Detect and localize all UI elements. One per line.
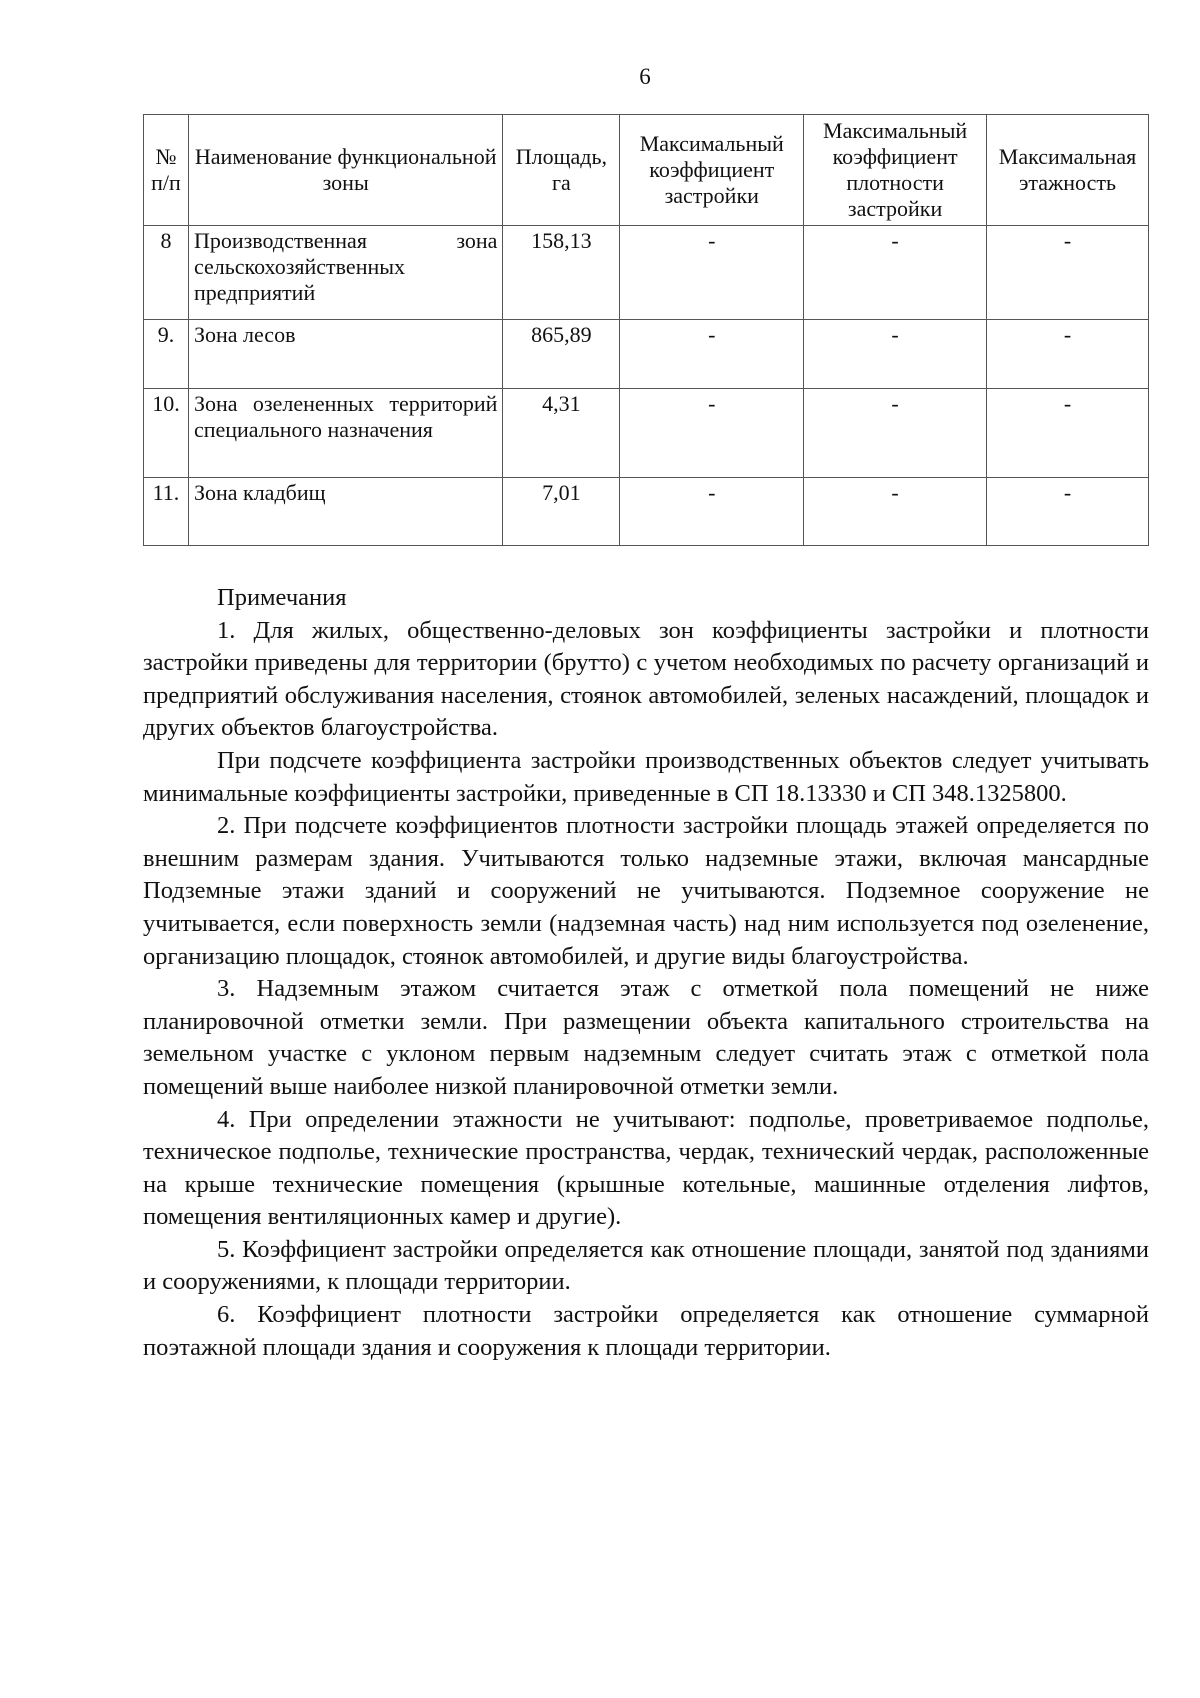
- header-max-build-coef: Максимальный коэффициент застройки: [620, 115, 804, 226]
- note-paragraph: 2. При подсчете коэффициентов плотности застройки площадь этажей определяется по внешним размерам здания. Учитываются только надземные этажи, включая мансардные Подземные этажи зданий и сооружений не учитываются. Подземное сооружение не учитывается, если поверхность земли (надземная часть) над ним используется под озеленение, организацию площадок, стоянок автомобилей, и другие виды благоустройства.: [143, 812, 1149, 970]
- table-row: [144, 389, 1149, 478]
- row-density-coef: -: [804, 389, 987, 478]
- table-header-row: [144, 115, 1149, 226]
- note-paragraph: 6. Коэффициент плотности застройки определяется как отношение суммарной поэтажной площади здания и сооружения к площади территории.: [143, 1301, 1149, 1361]
- row-zone-name: Зона лесов: [188, 320, 502, 389]
- row-area: 7,01: [503, 478, 620, 546]
- row-area: 865,89: [503, 320, 620, 389]
- note-paragraph: При подсчете коэффициента застройки производственных объектов следует учитывать минимальные коэффициенты застройки, приведенные в СП 18.13330 и СП 348.1325800.: [143, 746, 1149, 807]
- header-max-density-coef: Максимальный коэффициент плотности застройки: [804, 115, 987, 226]
- row-number: 8: [144, 226, 189, 320]
- table-row: [144, 320, 1149, 389]
- notes-title: Примечания: [217, 584, 347, 611]
- row-area: 4,31: [503, 389, 620, 478]
- table-row: [144, 478, 1149, 546]
- row-build-coef: -: [620, 478, 804, 546]
- row-number: 11.: [144, 478, 189, 546]
- row-number: 10.: [144, 389, 189, 478]
- header-area: Площадь, га: [503, 115, 620, 226]
- header-zone-name: Наименование функциональной зоны: [188, 115, 502, 226]
- row-zone-name: Зона кладбищ: [188, 478, 502, 546]
- row-density-coef: -: [804, 226, 987, 320]
- row-area: 158,13: [503, 226, 620, 320]
- header-max-floors: Максимальная этажность: [987, 115, 1149, 226]
- row-floors: -: [987, 320, 1149, 389]
- row-density-coef: -: [804, 320, 987, 389]
- row-floors: -: [987, 478, 1149, 546]
- notes-section: [143, 582, 1149, 1364]
- row-zone-name: Зона озелененных территорий специального назначения: [188, 389, 502, 478]
- row-zone-name: Производственная зона сельскохозяйственных предприятий: [188, 226, 502, 320]
- row-build-coef: -: [620, 320, 804, 389]
- row-density-coef: -: [804, 478, 987, 546]
- zones-table: [143, 114, 1149, 546]
- note-paragraph: 1. Для жилых, общественно-деловых зон коэффициенты застройки и плотности застройки приведены для территории (брутто) с учетом необходимых по расчету организаций и предприятий обслуживания населения, стоянок автомобилей, зеленых насаждений, площадок и других объектов благоустройства.: [143, 616, 1149, 742]
- row-number: 9.: [144, 320, 189, 389]
- note-paragraph: 4. При определении этажности не учитывают: подполье, проветриваемое подполье, техническое подполье, технические пространства, чердак, технический чердак, расположенные на крыше технические помещения (крышные котельные, машинные отделения лифтов, помещения вентиляционных камер и другие).: [143, 1105, 1149, 1231]
- note-paragraph: 5. Коэффициент застройки определяется как отношение площади, занятой под зданиями и сооружениями, к площади территории.: [143, 1235, 1149, 1296]
- page-number: 6: [639, 64, 651, 89]
- row-floors: -: [987, 226, 1149, 320]
- row-build-coef: -: [620, 226, 804, 320]
- table-row: [144, 226, 1149, 320]
- note-paragraph: 3. Надземным этажом считается этаж с отметкой пола помещений не ниже планировочной отметки земли. При размещении объекта капитального строительства на земельном участке с уклоном первым надземным следует считать этаж с отметкой пола помещений выше наиболее низкой планировочной отметки земли.: [143, 975, 1149, 1100]
- row-floors: -: [987, 389, 1149, 478]
- header-number: № п/п: [144, 115, 189, 226]
- row-build-coef: -: [620, 389, 804, 478]
